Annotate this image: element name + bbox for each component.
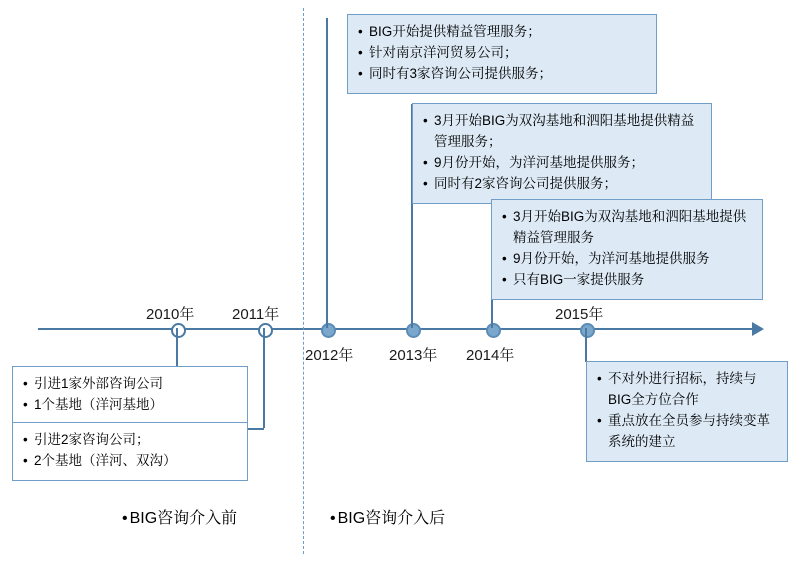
callout-2014-item-3: • 只有BIG一家提供服务: [502, 270, 752, 291]
callout-2014-item-1: • 3月开始BIG为双沟基地和泗阳基地提供精益管理服务: [502, 207, 752, 249]
caption-after: • BIG咨询介入后: [330, 505, 445, 528]
callout-2010-item-1: • 引进1家外部咨询公司: [23, 374, 237, 395]
year-label-2015: 2015年: [555, 306, 604, 323]
callout-2014-item-2: • 9月份开始，为洋河基地提供服务: [502, 249, 752, 270]
callout-2010-item-2: • 1个基地（洋河基地）: [23, 395, 237, 416]
connector-2015: [585, 328, 587, 362]
timeline-arrow-icon: [752, 322, 764, 336]
year-label-2012: 2012年: [305, 347, 354, 364]
year-label-2010: 2010年: [146, 306, 195, 323]
phase-divider: [303, 8, 304, 554]
connector-2011-horizontal: [248, 428, 264, 430]
callout-2014: [491, 199, 763, 300]
callout-2011-item-1: • 引进2家咨询公司；: [23, 430, 237, 451]
callout-2013-item-3: • 同时有2家咨询公司提供服务；: [423, 174, 701, 195]
callout-2015: [586, 361, 788, 462]
year-label-2014: 2014年: [466, 347, 515, 364]
callout-2013-item-1: • 3月开始BIG为双沟基地和泗阳基地提供精益管理服务；: [423, 111, 701, 153]
year-label-2013: 2013年: [389, 347, 438, 364]
connector-2011-vertical: [263, 328, 265, 428]
timeline-axis: [38, 328, 758, 330]
timeline-marker-2010[interactable]: [171, 323, 186, 338]
connector-2012: [326, 18, 328, 328]
callout-2011-item-2: • 2个基地（洋河、双沟）: [23, 451, 237, 472]
callout-2013-item-2: • 9月份开始，为洋河基地提供服务；: [423, 153, 701, 174]
callout-2013: [412, 103, 712, 204]
callout-2015-item-2: • 重点放在全员参与持续变革系统的建立: [597, 411, 777, 453]
caption-before: • BIG咨询介入前: [122, 505, 237, 528]
callout-2012-item-3: • 同时有3家咨询公司提供服务；: [358, 64, 646, 85]
callout-2010: [12, 366, 248, 425]
timeline-marker-2015[interactable]: [580, 323, 595, 338]
year-label-2011: 2011年: [232, 306, 280, 323]
callout-2011: [12, 422, 248, 481]
callout-2012-item-2: • 针对南京洋河贸易公司；: [358, 43, 646, 64]
callout-2012-item-1: • BIG开始提供精益管理服务；: [358, 22, 646, 43]
timeline-marker-2012[interactable]: [321, 323, 336, 338]
timeline-marker-2013[interactable]: [406, 323, 421, 338]
callout-2015-item-1: • 不对外进行招标，持续与BIG全方位合作: [597, 369, 777, 411]
timeline-marker-2014[interactable]: [486, 323, 501, 338]
callout-2012: [347, 14, 657, 94]
timeline-marker-2011[interactable]: [258, 323, 273, 338]
